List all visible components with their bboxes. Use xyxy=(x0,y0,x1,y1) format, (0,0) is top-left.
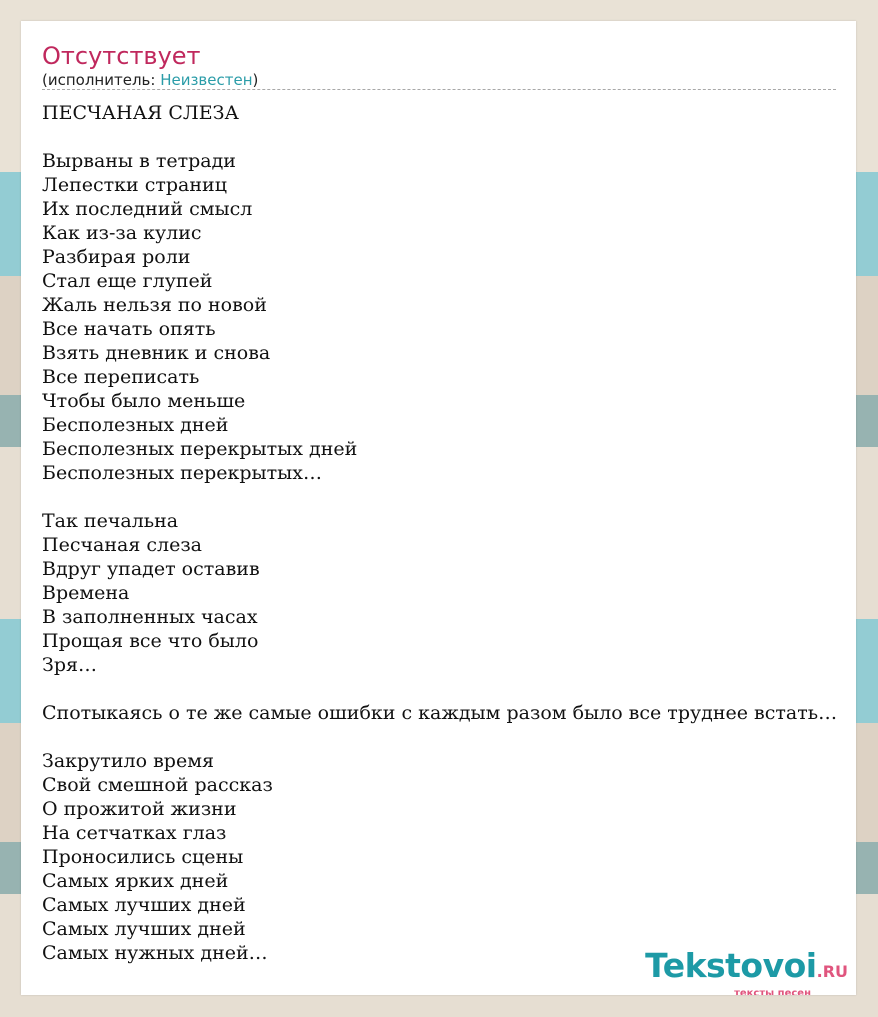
lyric-line: Все начать опять xyxy=(42,318,216,340)
lyric-blank-line xyxy=(42,677,856,701)
site-logo[interactable] xyxy=(638,946,848,995)
lyric-line: Жаль нельзя по новой xyxy=(42,294,267,316)
lyric-line: Прощая все что было xyxy=(42,630,259,652)
lyric-blank-line xyxy=(42,725,856,749)
logo-name: Tekstovoi xyxy=(645,946,817,985)
lyric-line: Проносились сцены xyxy=(42,846,244,868)
lyrics-card xyxy=(21,21,856,995)
artist-line xyxy=(42,71,258,89)
artist-suffix: ) xyxy=(252,71,259,89)
lyric-line: Лепестки страниц xyxy=(42,174,227,196)
lyric-line: Самых нужных дней… xyxy=(42,942,268,964)
lyric-line: В заполненных часах xyxy=(42,606,258,628)
lyric-line: Чтобы было меньше xyxy=(42,390,246,412)
lyrics-text xyxy=(42,101,856,965)
lyric-line: Как из-за кулис xyxy=(42,222,202,244)
logo-wordmark xyxy=(638,946,848,989)
lyric-line: Самых лучших дней xyxy=(42,918,246,940)
lyric-line: Так печальна xyxy=(42,510,179,532)
lyric-line: Спотыкаясь о те же самые ошибки с каждым разом было все труднее встать… xyxy=(42,702,838,724)
title-divider xyxy=(42,89,836,90)
lyric-line: ПЕСЧАНАЯ СЛЕЗА xyxy=(42,102,239,124)
lyric-line: Самых ярких дней xyxy=(42,870,229,892)
lyric-line: Стал еще глупей xyxy=(42,270,213,292)
logo-tld: .RU xyxy=(816,962,848,981)
lyric-line: Бесполезных перекрытых дней xyxy=(42,438,358,460)
lyric-line: Их последний смысл xyxy=(42,198,253,220)
lyric-line: Зря… xyxy=(42,654,97,676)
lyric-line: Самых лучших дней xyxy=(42,894,246,916)
lyric-line: Свой смешной рассказ xyxy=(42,774,273,796)
artist-link[interactable]: Неизвестен xyxy=(160,71,253,89)
lyric-line: На сетчатках глаз xyxy=(42,822,227,844)
lyric-line: Вдруг упадет оставив xyxy=(42,558,260,580)
song-title: Отсутствует xyxy=(42,42,201,70)
lyric-line: О прожитой жизни xyxy=(42,798,237,820)
lyric-line: Все переписать xyxy=(42,366,200,388)
lyric-blank-line xyxy=(42,485,856,509)
lyric-line: Взять дневник и снова xyxy=(42,342,271,364)
artist-prefix: (исполнитель: xyxy=(42,71,161,89)
lyric-line: Вырваны в тетради xyxy=(42,150,236,172)
lyric-blank-line xyxy=(42,125,856,149)
lyric-line: Закрутило время xyxy=(42,750,214,772)
lyric-line: Бесполезных перекрытых… xyxy=(42,462,322,484)
logo-tagline: тексты песен xyxy=(734,988,811,995)
lyric-line: Разбирая роли xyxy=(42,246,191,268)
lyric-line: Бесполезных дней xyxy=(42,414,229,436)
lyric-line: Времена xyxy=(42,582,130,604)
lyric-line: Песчаная слеза xyxy=(42,534,203,556)
